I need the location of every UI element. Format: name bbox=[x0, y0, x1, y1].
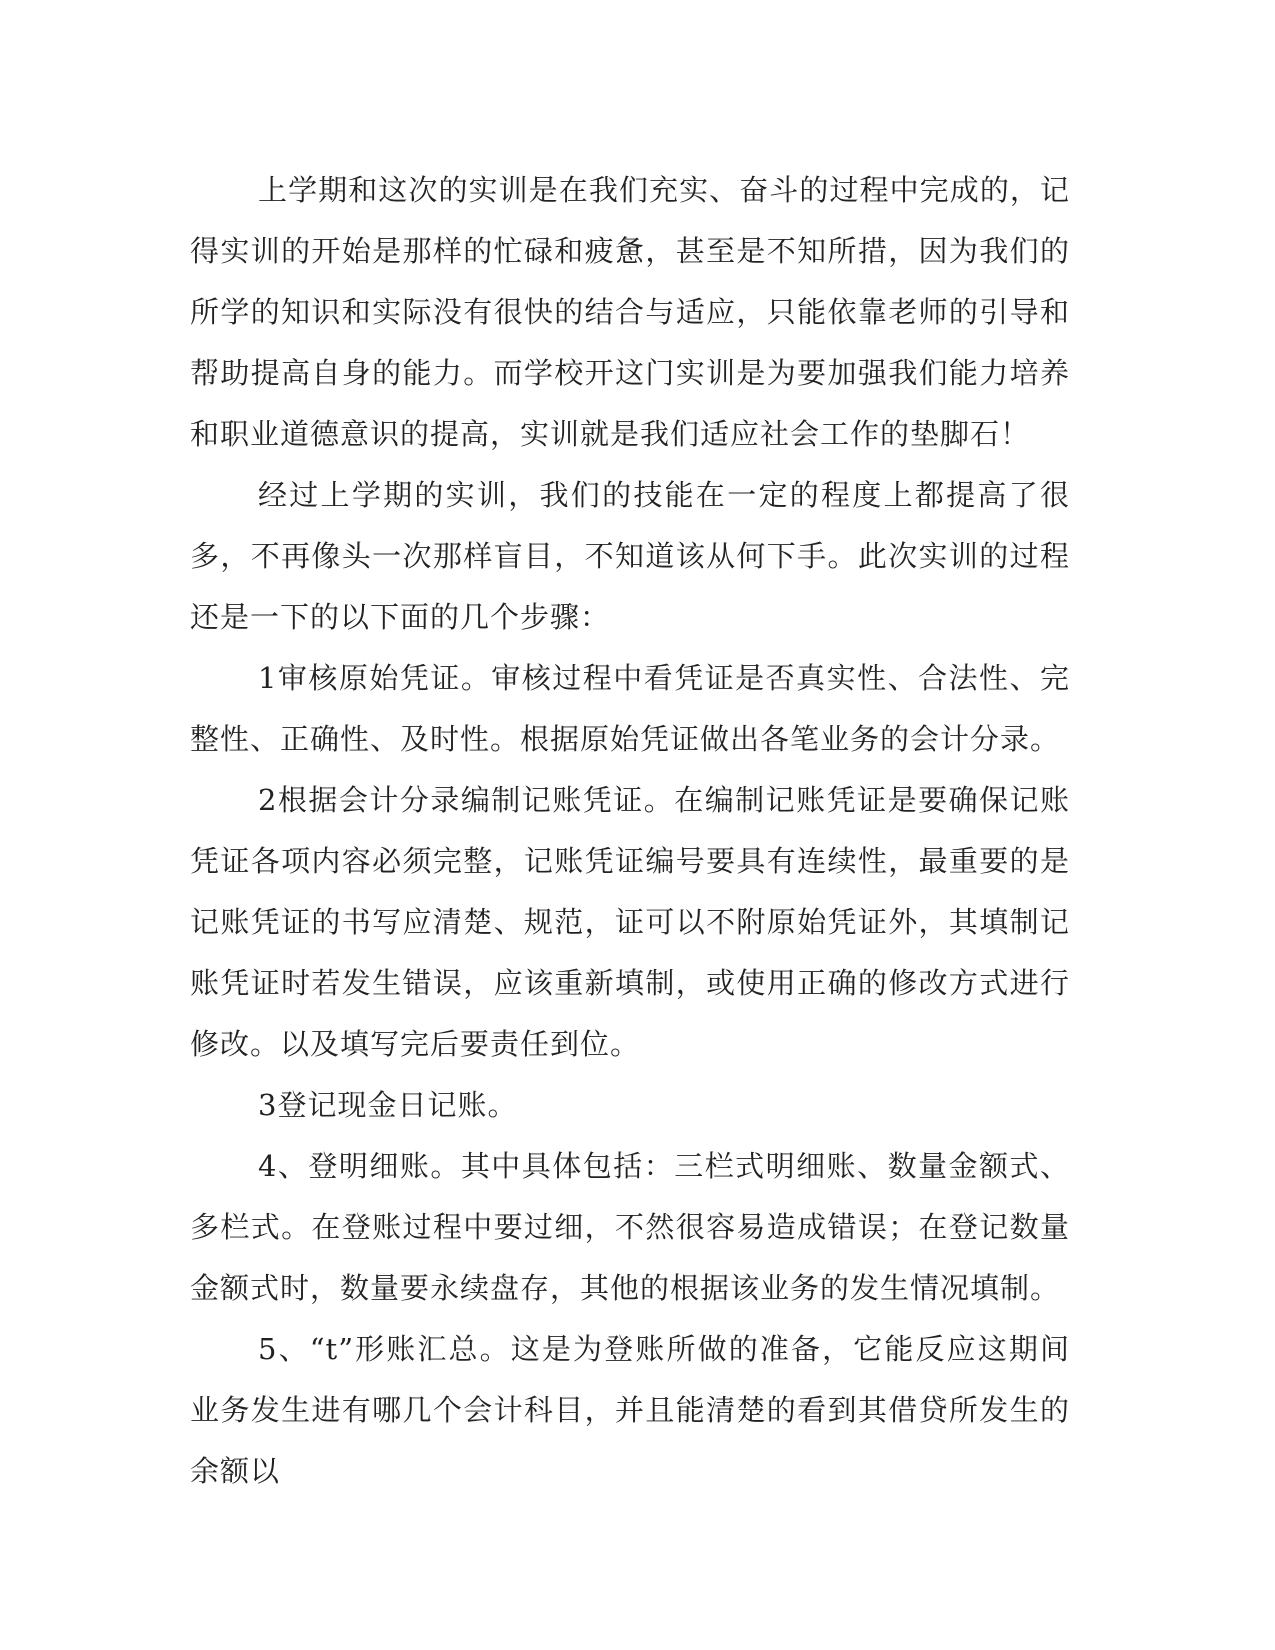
paragraph-intro: 上学期和这次的实训是在我们充实、奋斗的过程中完成的，记得实训的开始是那样的忙碌和疲惫，甚至是不知所措，因为我们的所学的知识和实际没有很快的结合与适应，只能依靠老师的引导和帮助提高自身的能力。而学校开这门实训是为要加强我们能力培养和职业道德意识的提高，实训就是我们适应社会工作的垫脚石！ bbox=[190, 173, 1070, 451]
paragraph-progress: 经过上学期的实训，我们的技能在一定的程度上都提高了很多，不再像头一次那样盲目，不知道该从何下手。此次实训的过程还是一下的以下面的几个步骤： bbox=[190, 478, 1070, 634]
document-body bbox=[190, 160, 1070, 1502]
paragraph-step-2: 2根据会计分录编制记账凭证。在编制记账凭证是要确保记账凭证各项内容必须完整，记账凭证编号要具有连续性，最重要的是记账凭证的书写应清楚、规范，证可以不附原始凭证外，其填制记账凭证时若发生错误，应该重新填制，或使用正确的修改方式进行修改。以及填写完后要责任到位。 bbox=[190, 783, 1070, 1061]
paragraph-step-1: 1审核原始凭证。审核过程中看凭证是否真实性、合法性、完整性、正确性、及时性。根据原始凭证做出各笔业务的会计分录。 bbox=[190, 661, 1070, 756]
paragraph-step-4: 4、登明细账。其中具体包括：三栏式明细账、数量金额式、多栏式。在登账过程中要过细，不然很容易造成错误；在登记数量金额式时，数量要永续盘存，其他的根据该业务的发生情况填制。 bbox=[190, 1149, 1070, 1305]
paragraph-step-3: 3登记现金日记账。 bbox=[258, 1088, 518, 1122]
paragraph-step-5: 5、“t”形账汇总。这是为登账所做的准备，它能反应这期间业务发生进有哪几个会计科目，并且能清楚的看到其借贷所发生的余额以 bbox=[190, 1332, 1070, 1488]
